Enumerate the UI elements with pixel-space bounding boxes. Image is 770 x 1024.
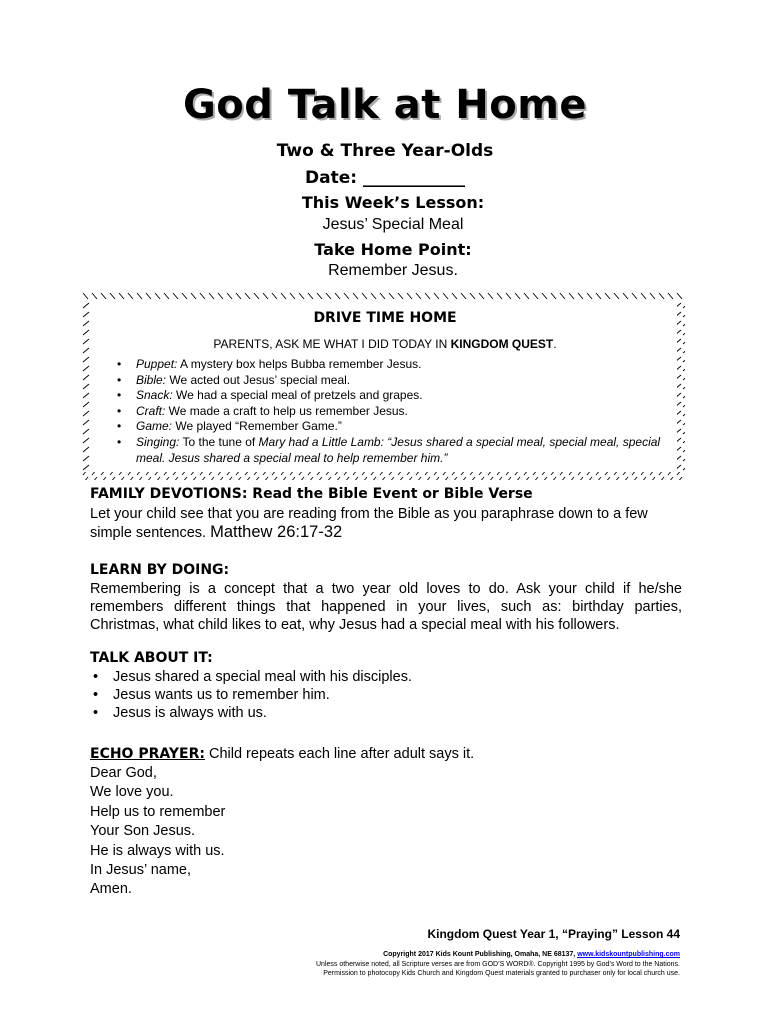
- drive-time-list: [112, 357, 672, 466]
- list-item: [112, 357, 672, 373]
- item-label: Game:: [136, 419, 173, 434]
- list-item: • Jesus shared a special meal with his disciples.: [90, 668, 412, 686]
- item-text: To the tune of: [179, 434, 259, 449]
- parents-prompt: [0, 337, 770, 351]
- scripture-reference: Matthew 26:17-32: [210, 523, 343, 541]
- take-home-text: Remember Jesus.: [328, 262, 458, 279]
- page-title: God Talk at Home: [182, 82, 588, 128]
- list-item: [112, 419, 672, 435]
- family-devotions-body: Let your child see that you are reading from the Bible as you paraphrase down to a few simple sentences.: [90, 506, 648, 541]
- prayer-line: In Jesus’ name,: [90, 862, 192, 879]
- item-label: Snack:: [136, 388, 173, 403]
- list-item: [112, 388, 672, 404]
- list-item: [112, 373, 672, 389]
- lesson-title: Jesus’ Special Meal: [322, 216, 464, 233]
- song-tune: Mary had a Little Lamb: [258, 434, 381, 449]
- talk-about-it-list: [90, 668, 412, 722]
- item-text: We acted out Jesus’ special meal.: [166, 372, 351, 387]
- talk-about-it-heading: TALK ABOUT IT:: [90, 650, 213, 666]
- item-label: Puppet:: [136, 357, 178, 371]
- learn-by-doing-text: Remembering is a concept that a two year old loves to do. Ask your child if he/she remembers different things that happened in your lives, such as: birthday parties, Christmas, what child likes to eat, why Jesus had a special meal with his followers.: [90, 581, 682, 633]
- age-group: Two & Three Year-Olds: [276, 141, 494, 161]
- prayer-line: We love you.: [90, 784, 174, 801]
- echo-prayer-instruction: Child repeats each line after adult says it.: [204, 746, 475, 762]
- parents-prompt-end: .: [553, 337, 557, 351]
- prayer-lines: [90, 764, 225, 900]
- lesson-heading: This Week’s Lesson:: [301, 193, 485, 212]
- parents-prompt-text: PARENTS, ASK ME WHAT I DID TODAY IN: [213, 337, 451, 351]
- prayer-line: Your Son Jesus.: [90, 823, 196, 840]
- website-link[interactable]: www.kidskountpublishing.com: [577, 951, 680, 958]
- item-text: We made a craft to help us remember Jesus.: [165, 403, 408, 418]
- footer-scripture-note: Unless otherwise noted, all Scripture verses are from GOD’S WORD®. Copyright 1995 by God’s Word to the Nations.: [316, 961, 680, 968]
- prayer-line: Amen.: [90, 881, 132, 898]
- item-text: A mystery box helps Bubba remember Jesus.: [177, 357, 422, 371]
- item-text: We had a special meal of pretzels and grapes.: [172, 388, 423, 403]
- prayer-line: Help us to remember: [90, 803, 226, 820]
- item-label: Bible:: [136, 372, 167, 387]
- family-devotions-heading: FAMILY DEVOTIONS: Read the Bible Event or Bible Verse: [90, 486, 533, 502]
- footer-copyright: [220, 951, 680, 958]
- prayer-line: He is always with us.: [90, 842, 225, 859]
- list-item: • Jesus wants us to remember him.: [90, 686, 412, 704]
- echo-prayer-line: [90, 745, 474, 763]
- item-label: Singing:: [136, 434, 180, 449]
- list-item: [112, 404, 672, 420]
- prayer-line: Dear God,: [90, 765, 157, 781]
- item-label: Craft:: [136, 403, 166, 418]
- item-text: We played “Remember Game.”: [172, 419, 342, 434]
- kingdom-quest-brand: KINGDOM QUEST: [450, 337, 554, 351]
- song-lyrics: : “Jesus shared a special meal, special meal, special meal. Jesus shared a special meal to help remember him.”: [136, 434, 661, 465]
- family-devotions-text: [90, 505, 690, 542]
- copyright-text: Copyright 2017 Kids Kount Publishing, Omaha, NE 68137,: [383, 951, 578, 958]
- date-field: Date: ____________: [305, 168, 465, 188]
- footer-permission: Permission to photocopy Kids Church and Kingdom Quest materials granted to purchaser only for local church use.: [323, 970, 680, 977]
- echo-prayer-heading: ECHO PRAYER:: [90, 746, 205, 762]
- list-item: • Jesus is always with us.: [90, 704, 412, 722]
- drive-time-heading: DRIVE TIME HOME: [313, 310, 457, 326]
- learn-by-doing-heading: LEARN BY DOING:: [90, 562, 230, 578]
- footer-series: Kingdom Quest Year 1, “Praying” Lesson 44: [427, 927, 680, 941]
- take-home-heading: Take Home Point:: [314, 240, 472, 259]
- list-item: [112, 435, 672, 466]
